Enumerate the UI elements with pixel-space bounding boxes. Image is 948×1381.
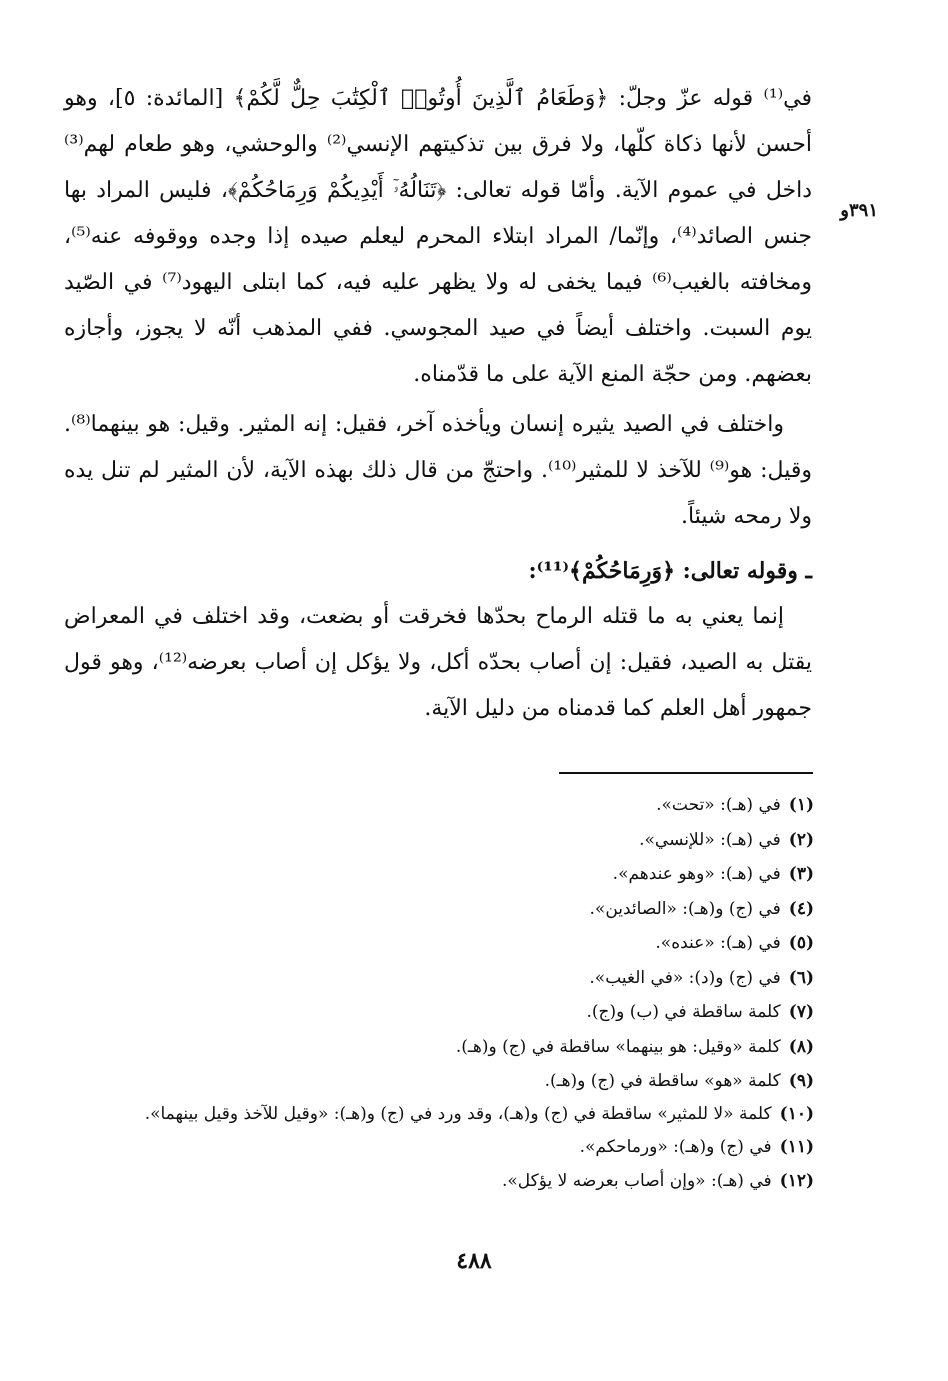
footnote-item bbox=[64, 1099, 814, 1130]
footnote-number: (٢) bbox=[788, 829, 814, 850]
footnote-separator bbox=[559, 772, 813, 774]
footnote-item bbox=[64, 961, 814, 996]
footnote-text: كلمة «لا للمثير» ساقطة في (ج) و(هـ)، وقد ورد في (ج) و(هـ): «وقيل للآخذ وقيل بينهما». bbox=[144, 1103, 772, 1124]
footnote-number: (٧) bbox=[788, 1002, 814, 1022]
footnote-text: في (ج) و(هـ): «ورماحكم». bbox=[579, 1136, 772, 1157]
footnote-text: في (هـ): «للإنسي». bbox=[639, 829, 781, 850]
footnote-item bbox=[64, 1064, 814, 1099]
footnote-item bbox=[64, 823, 814, 858]
footnote-text: كلمة ساقطة في (ب) و(ج). bbox=[586, 1002, 781, 1022]
footnote-text: في (ج) و(د): «في الغيب». bbox=[589, 967, 781, 988]
footnote-item bbox=[64, 788, 814, 823]
footnote-number: (٩) bbox=[788, 1071, 814, 1091]
paragraph-3: إنما يعني به ما قتله الرماح بحدّها فخرقت أو بضعت، وقد اختلف في المعراض يقتل به الصيد، فقيل: إن أصاب بحدّه أكل، ولا يؤكل إن أصاب بعرضه⁽¹²⁾، وهو قول جمهور أهل العلم كما قدمناه من دليل الآية. bbox=[64, 604, 812, 721]
footnote-number: (٤) bbox=[788, 898, 814, 919]
footnote-number: (٨) bbox=[788, 1036, 814, 1057]
footnote-number: (١) bbox=[788, 795, 814, 815]
footnote-text: كلمة «وقيل: هو بينهما» ساقطة في (ج) و(هـ). bbox=[455, 1036, 781, 1057]
footnote-text: في (هـ): «عنده». bbox=[655, 933, 781, 953]
footnotes-list bbox=[64, 788, 814, 1199]
footnote-item bbox=[64, 926, 814, 961]
margin-folio-reference: ٣٩١و bbox=[840, 200, 878, 221]
footnote-text: في (ج) و(هـ): «الصائدين». bbox=[589, 898, 781, 919]
footnote-item bbox=[64, 892, 814, 927]
footnote-item bbox=[64, 857, 814, 892]
footnote-number: (١٠) bbox=[779, 1103, 814, 1124]
page-number: ٤٨٨ bbox=[456, 1248, 492, 1274]
footnote-text: كلمة «هو» ساقطة في (ج) و(هـ). bbox=[544, 1071, 781, 1091]
footnote-item bbox=[64, 1030, 814, 1065]
main-text bbox=[64, 76, 812, 732]
footnote-item bbox=[64, 995, 814, 1030]
footnote-text: في (هـ): «تحت». bbox=[656, 795, 781, 815]
footnote-number: (٦) bbox=[788, 967, 814, 988]
paragraph-1: في⁽¹⁾ قوله عزّ وجلّ: ﴿وَطَعَامُ ٱلَّذِينَ أُوتُوا۟ ٱلْكِتَٰبَ حِلٌّ لَّكُمْ﴾ [المائدة: ٥]، وهو أحسن لأنها ذكاة كلّها، ولا فرق بين تذكيتهم الإنسي⁽²⁾ والوحشي، وهو طعام لهم⁽³⁾ داخل في عموم الآية. وأمّا قوله تعالى: ﴿تَنَالُهُۥٓ أَيْدِيكُمْ وَرِمَاحُكُمْ﴾، فليس المراد بها جنس الصائد⁽⁴⁾، وإنّما/ المراد ابتلاء المحرم ليعلم صيده إذا وجده ووقوفه عنه⁽⁵⁾، ومخافته بالغيب⁽⁶⁾ فيما يخفى له ولا يظهر عليه فيه، كما ابتلى اليهود⁽⁷⁾ في الصّيد يوم السبت. واختلف أيضاً في صيد المجوسي. ففي المذهب أنّه لا يجوز، وأجازه بعضهم. ومن حجّة المنع الآية على ما قدّمناه. bbox=[64, 86, 813, 387]
paragraph-2: واختلف في الصيد يثيره إنسان ويأخذه آخر، فقيل: إنه المثير. وقيل: هو بينهما⁽⁸⁾. وقيل: هو⁽⁹⁾ للآخذ لا للمثير⁽¹⁰⁾. واحتجّ من قال ذلك بهذه الآية، لأن المثير لم تنل يده ولا رمحه شيئاً. bbox=[64, 412, 812, 529]
footnote-item bbox=[64, 1130, 814, 1165]
section-heading: ـ وقوله تعالى: ﴿وَرِمَاحُكُمْ﴾⁽¹¹⁾: bbox=[528, 558, 812, 584]
footnote-number: (١٢) bbox=[779, 1171, 814, 1191]
footnote-item bbox=[64, 1164, 814, 1199]
footnote-number: (١١) bbox=[779, 1136, 814, 1157]
footnote-text: في (هـ): «وهو عندهم». bbox=[612, 864, 781, 884]
footnote-text: في (هـ): «وإن أصاب بعرضه لا يؤكل». bbox=[501, 1171, 772, 1191]
footnote-number: (٥) bbox=[788, 933, 814, 953]
footnote-number: (٣) bbox=[788, 864, 814, 884]
